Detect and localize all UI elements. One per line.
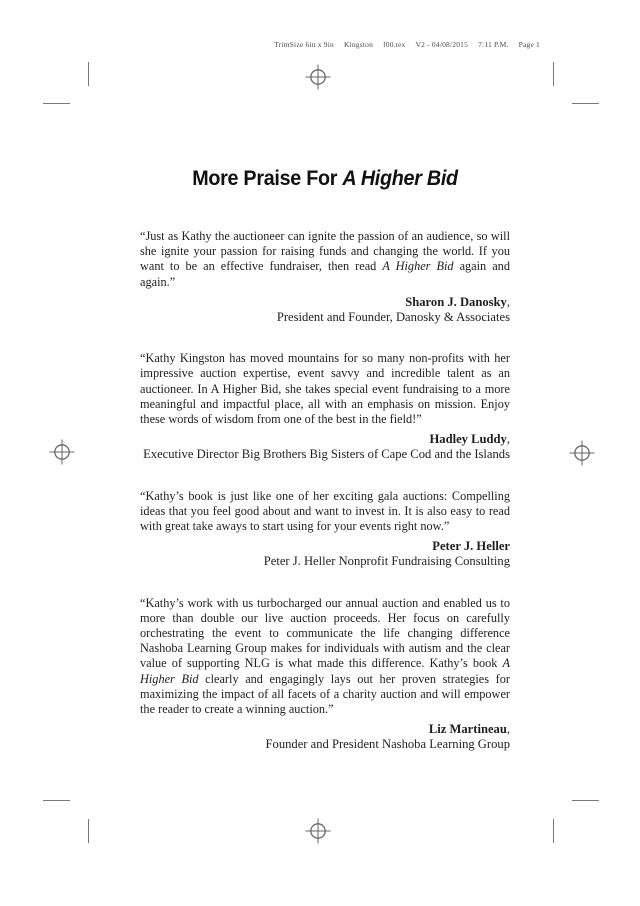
registration-mark-bottom-icon [304, 817, 332, 845]
attribution-suffix: , [506, 722, 510, 737]
quote-text [140, 489, 510, 535]
quote-block-luddy [140, 351, 510, 462]
quote-text [140, 351, 510, 427]
crop-mark-bottom-left-vertical [88, 819, 90, 843]
attribution-name: Peter J. Heller [432, 539, 510, 554]
attribution-affiliation: Executive Director Big Brothers Big Sisters of Cape Cod and the Islands [143, 447, 510, 462]
crop-mark-top-right-horizontal [572, 103, 599, 105]
quote-block-danosky [140, 229, 510, 325]
version-date-label: V2 - 04/08/2015 [415, 40, 469, 49]
attribution [140, 295, 510, 325]
time-label: 7:11 P.M. [478, 40, 509, 49]
attribution-name: Hadley Luddy [429, 432, 507, 447]
trim-size-label: TrimSize 6in x 9in [274, 40, 334, 49]
crop-mark-bottom-right-vertical [553, 819, 555, 843]
attribution-affiliation: Peter J. Heller Nonprofit Fundraising Consulting [263, 554, 510, 569]
attribution [140, 432, 510, 462]
attribution-suffix: , [506, 294, 510, 309]
quote-segment: again and again.” [140, 259, 510, 289]
crop-mark-bottom-right-horizontal [572, 800, 599, 802]
attribution-affiliation: Founder and President Nashoba Learning Group [265, 737, 510, 752]
attribution [140, 539, 510, 569]
page-title-prefix: More Praise For [192, 167, 343, 190]
tex-file-label: f00.tex [383, 40, 406, 49]
attribution-affiliation: President and Founder, Danosky & Associates [276, 310, 510, 325]
quote-block-martineau [140, 596, 510, 753]
crop-mark-top-left-horizontal [43, 103, 70, 105]
crop-mark-top-right-vertical [553, 62, 555, 86]
crop-mark-top-left-vertical [88, 62, 90, 86]
quote-text [140, 229, 510, 290]
attribution-suffix: , [506, 432, 510, 447]
quote-text [140, 596, 510, 718]
crop-mark-bottom-left-horizontal [43, 800, 70, 802]
quote-segment: “Kathy’s book is just like one of her exciting gala auctions: Compelling ideas that you feel good about and want to invest in. It is also easy to read with great take aways to start using for your events right now.” [140, 488, 510, 534]
quote-segment: “Just as Kathy the auctioneer can ignite the passion of an audience, so will she ignite your passion for raising funds and changing the world. If you want to be an effective fundraiser, then read [140, 229, 510, 274]
page-number-label: Page 1 [518, 40, 540, 49]
quote-segment: “Kathy Kingston has moved mountains for so many non-profits with her impressive auction expertise, event savvy and incredible talent as an auctioneer. In A Higher Bid, she takes special event fundraising to a more meaningful and impactful place, all with an emphasis on mission. Enjoy these words of wisdom from one of the best in the field!” [140, 351, 510, 427]
quote-block-heller [140, 489, 510, 570]
registration-mark-top-icon [304, 63, 332, 91]
author-label: Kingston [343, 40, 374, 49]
attribution [140, 722, 510, 752]
book-title-italic: A Higher Bid [140, 656, 510, 686]
quote-segment: clearly and engagingly lays out her proven strategies for maximizing the impact of all facets of a charity auction and will empower the reader to create a winning auction.” [140, 671, 510, 717]
registration-mark-right-icon [568, 439, 596, 467]
book-title-italic: A Higher Bid [382, 259, 454, 274]
proof-header [140, 40, 540, 49]
attribution-name: Sharon J. Danosky [405, 294, 507, 309]
attribution-name: Liz Martineau [428, 722, 507, 737]
page-title-book-name: A Higher Bid [342, 167, 458, 190]
registration-mark-left-icon [48, 438, 76, 466]
page-title [151, 167, 499, 191]
praise-quotes-section [140, 229, 510, 779]
quote-segment: “Kathy’s work with us turbocharged our annual auction and enabled us to more than double our live auction proceeds. Her focus on carefully orchestrating the event to communicate the life changing difference Nashoba Learning Group makes for individuals with autism and the clear value of supporting NLG is what made this difference. Kathy’s book [140, 595, 510, 671]
